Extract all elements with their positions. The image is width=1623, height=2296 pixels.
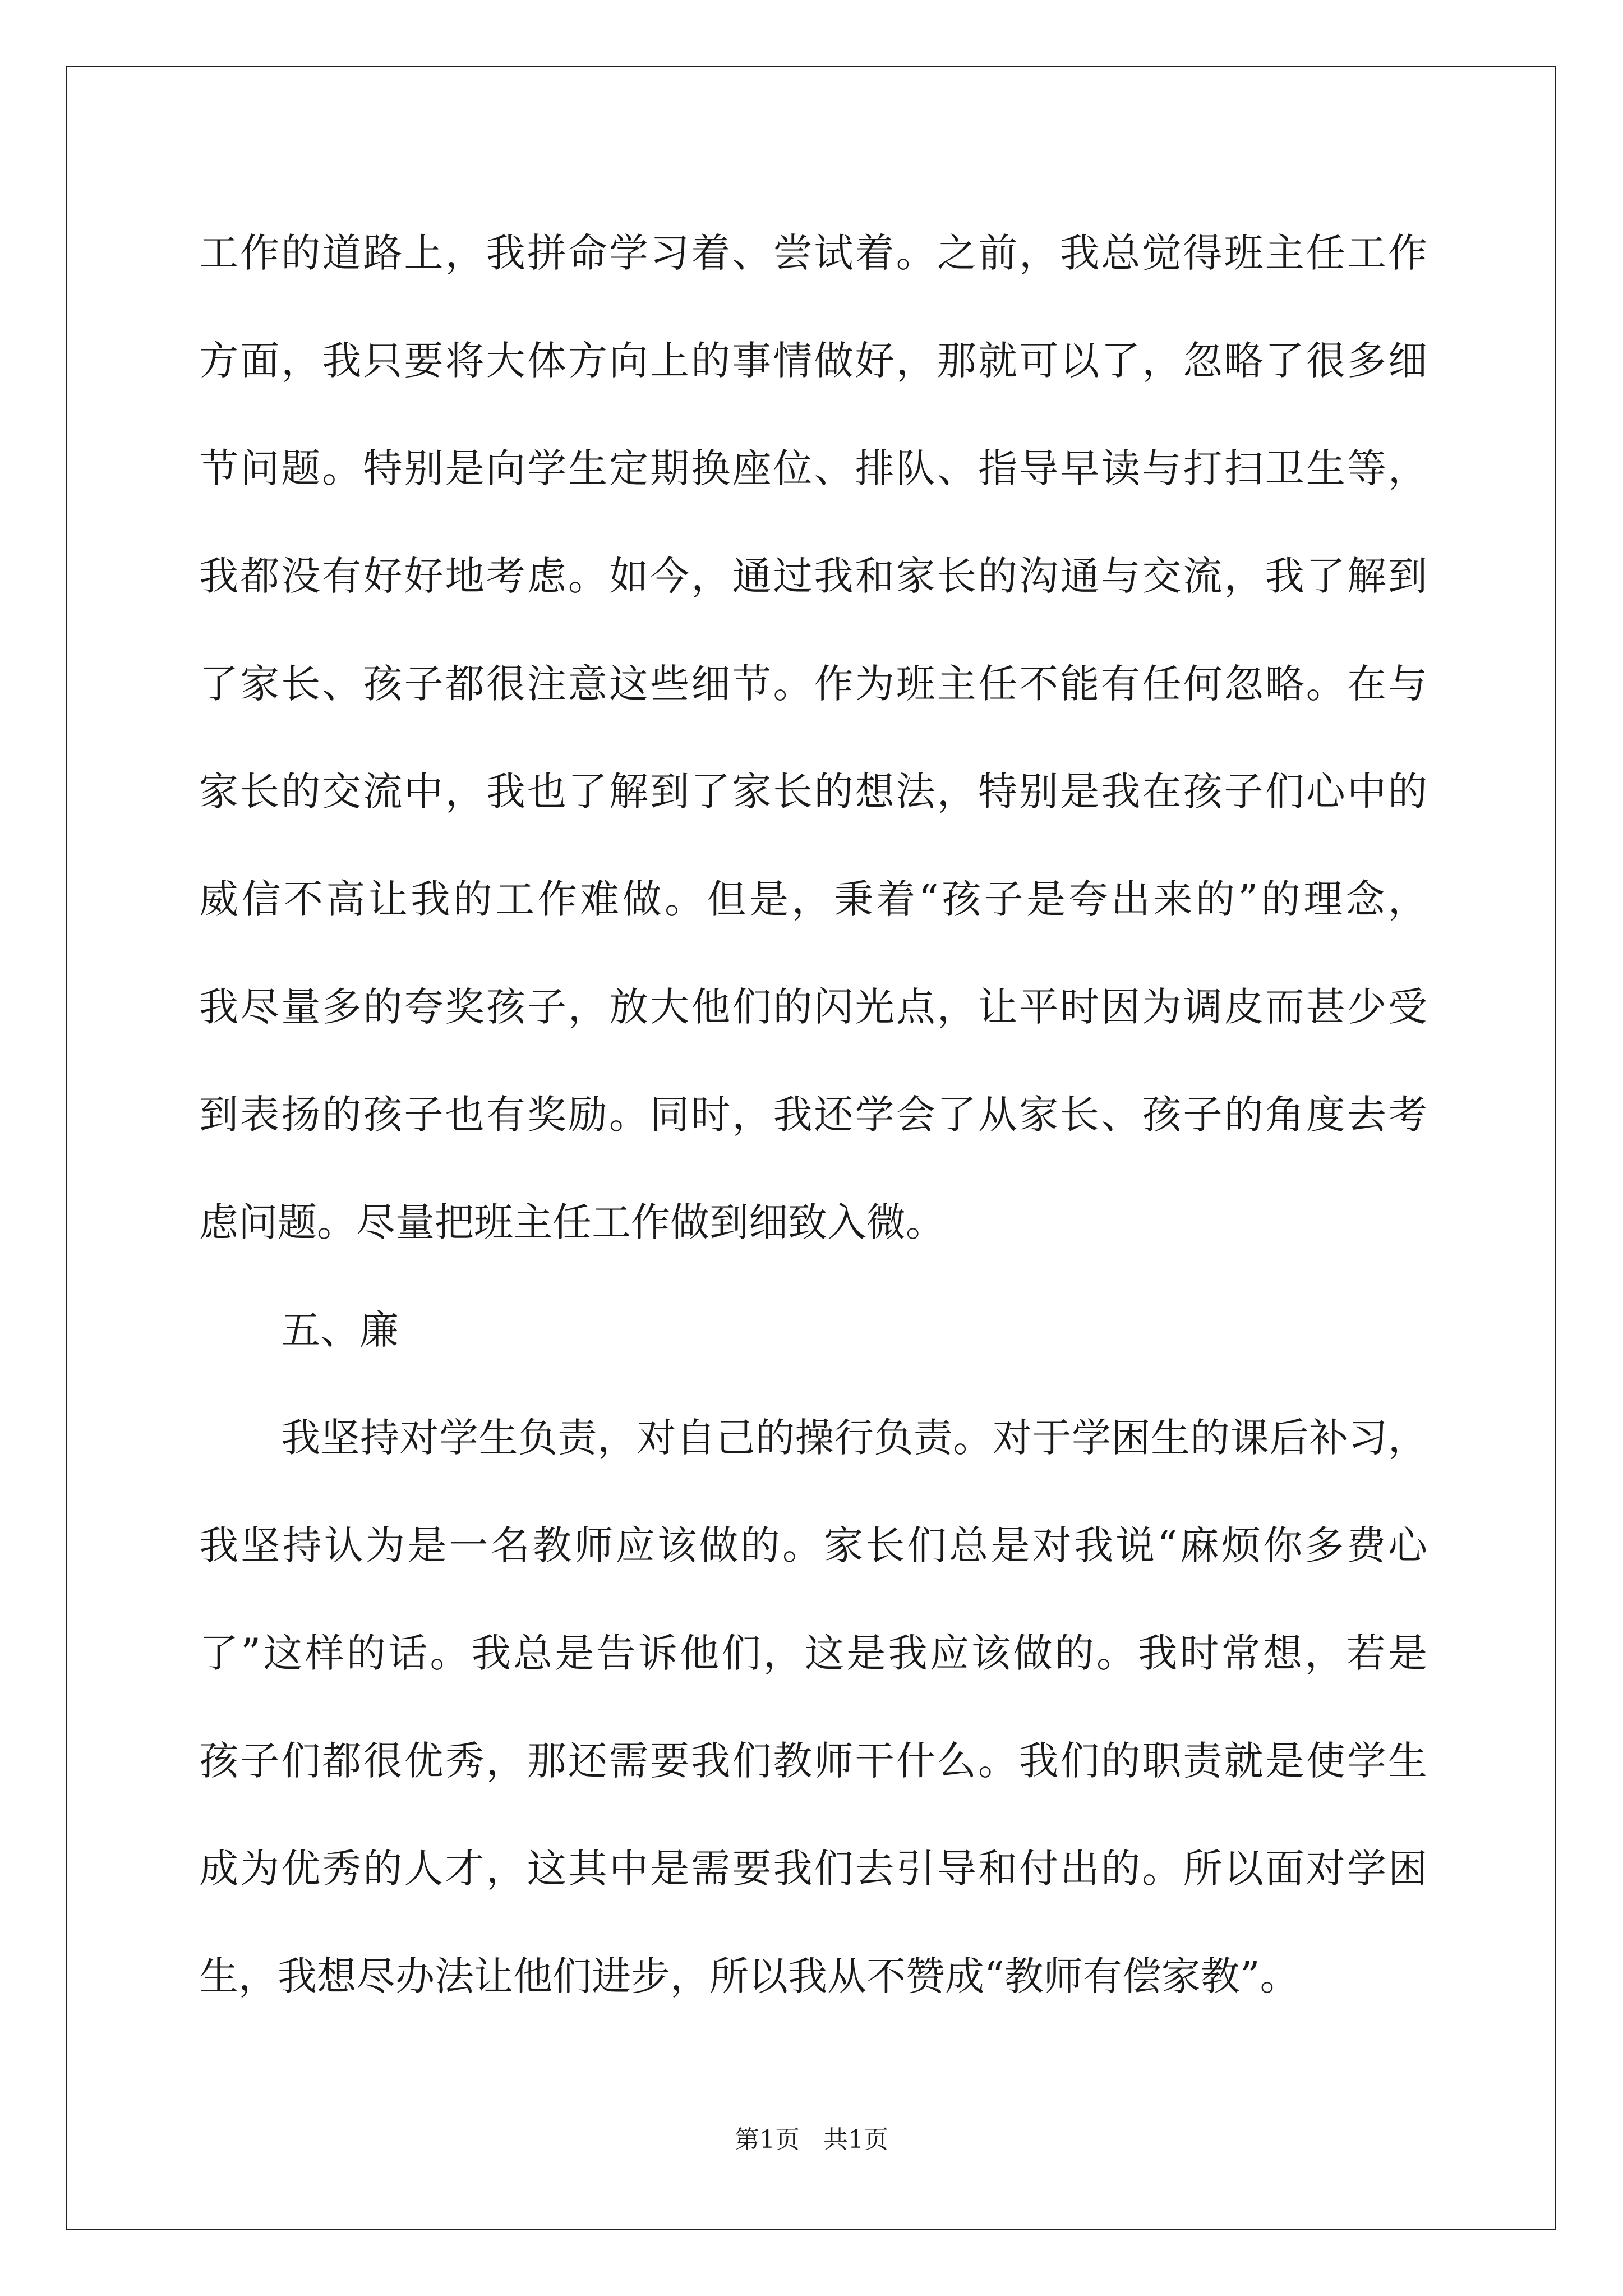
paragraph-line: 孩子们都很优秀，那还需要我们教师干什么。我们的职责就是使学生 bbox=[199, 1738, 1427, 1784]
paragraph-line: 家长的交流中，我也了解到了家长的想法，特别是我在孩子们心中的 bbox=[199, 769, 1427, 815]
page-number-current: 第1页 bbox=[735, 2125, 800, 2154]
section-heading: 五、廉 bbox=[281, 1307, 399, 1353]
paragraph-line: 到表扬的孩子也有奖励。同时，我还学会了从家长、孩子的角度去考 bbox=[199, 1092, 1427, 1138]
document-body bbox=[199, 199, 1427, 2030]
paragraph-line: 我坚持对学生负责，对自己的操行负责。对于学困生的课后补习， bbox=[281, 1415, 1427, 1461]
paragraph-2 bbox=[199, 1384, 1427, 2030]
paragraph-line: 我坚持认为是一名教师应该做的。家长们总是对我说“麻烦你多费心 bbox=[199, 1522, 1427, 1568]
paragraph-line: 我都没有好好地考虑。如今，通过我和家长的沟通与交流，我了解到 bbox=[199, 553, 1427, 599]
paragraph-line: 工作的道路上，我拼命学习着、尝试着。之前，我总觉得班主任工作 bbox=[199, 230, 1427, 276]
paragraph-line: 生，我想尽办法让他们进步，所以我从不赞成“教师有偿家教”。 bbox=[199, 1953, 1299, 1999]
paragraph-line: 方面，我只要将大体方向上的事情做好，那就可以了，忽略了很多细 bbox=[199, 338, 1427, 384]
page-number-total: 共1页 bbox=[823, 2125, 888, 2154]
paragraph-line: 了家长、孩子都很注意这些细节。作为班主任不能有任何忽略。在与 bbox=[199, 661, 1427, 707]
page-footer bbox=[0, 2124, 1623, 2156]
paragraph-line: 虑问题。尽量把班主任工作做到细致入微。 bbox=[199, 1199, 945, 1245]
paragraph-line: 了”这样的话。我总是告诉他们，这是我应该做的。我时常想，若是 bbox=[199, 1630, 1427, 1676]
paragraph-line: 我尽量多的夸奖孩子，放大他们的闪光点，让平时因为调皮而甚少受 bbox=[199, 984, 1427, 1030]
paragraph-line: 成为优秀的人才，这其中是需要我们去引导和付出的。所以面对学困 bbox=[199, 1846, 1427, 1892]
paragraph-line: 威信不高让我的工作难做。但是，秉着“孩子是夸出来的”的理念， bbox=[199, 876, 1427, 922]
paragraph-1 bbox=[199, 199, 1427, 1276]
paragraph-line: 节问题。特别是向学生定期换座位、排队、指导早读与打扫卫生等， bbox=[199, 445, 1427, 491]
